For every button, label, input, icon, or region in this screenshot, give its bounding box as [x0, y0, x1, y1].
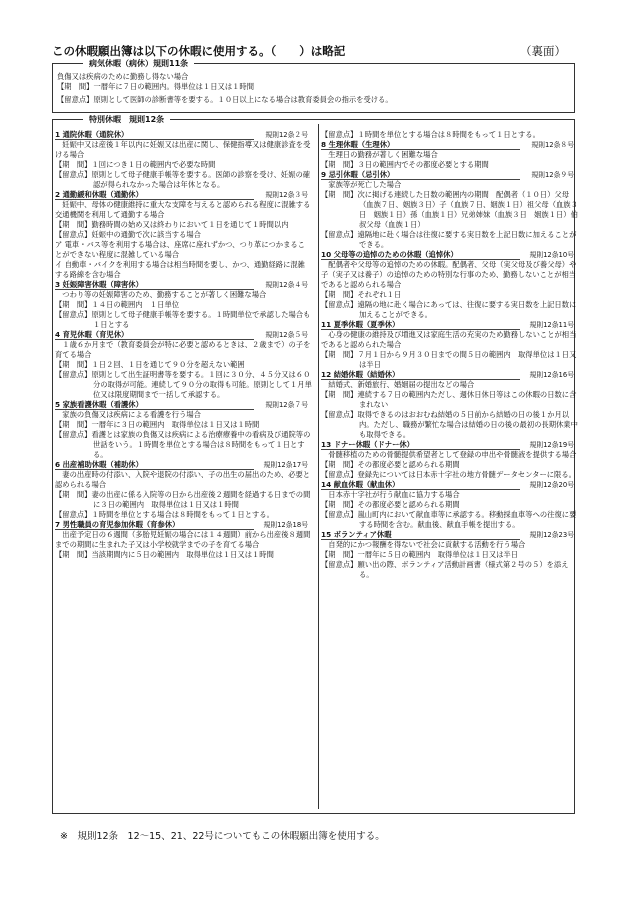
item-rule-reference: 規則12条16号	[529, 371, 574, 379]
special-leave-item-title	[321, 170, 578, 180]
item-title-underline	[55, 289, 254, 290]
special-leave-item	[55, 400, 312, 460]
special-leave-item-title	[321, 250, 578, 260]
special-leave-item-title	[321, 320, 578, 330]
special-leave-item	[321, 170, 578, 250]
item-rule-reference: 規則12条９号	[531, 171, 574, 179]
item-rule-reference: 規則12条11号	[529, 321, 574, 329]
item-title-text: 12 結婚休暇（結婚休）	[321, 370, 400, 379]
item-rule-reference: 規則12条４号	[265, 281, 308, 289]
item-rule-reference: 規則12条８号	[531, 141, 574, 149]
header-side-label: （裏面）	[520, 44, 566, 58]
special-leave-item-title	[321, 480, 578, 490]
item-body-line: 【期 間】その都度必要と認められる期間	[321, 460, 460, 469]
item-body-line: 【留意点】１時間を単位とする場合は８時間をもって１日とする。	[55, 510, 274, 519]
item-body-line: 生理日の勤務が著しく困難な場合	[321, 150, 438, 159]
special-leave-item-title	[55, 460, 312, 470]
special-leave-box	[52, 115, 578, 814]
item-title-text: 10 父母等の追悼のための休暇（追悼休）	[321, 250, 458, 259]
special-leave-right-column	[321, 130, 578, 580]
item-body-line: イ 自動車・バイクを利用する場合は相当時間を要し、かつ、通勤経路に混雑する路線を含む場合	[55, 260, 305, 279]
item-title-text: 4 育児休暇（育児休）	[55, 330, 129, 339]
item-title-underline	[321, 329, 520, 330]
item-title-underline	[321, 489, 520, 490]
item-body-line: 【期 間】１４日の範囲内 １日単位	[55, 300, 180, 309]
item-title-underline	[321, 259, 520, 260]
item-body-line: 【留意点】看護とは家族の負傷又は疾病による治療療養中の看病及び通院等の世話をいう。１時間を単位とする場合は８時間をもって１日とする。	[55, 430, 311, 459]
item-body-line: 【留意点】原則として母子健康手帳等を要する。１時間単位で承認した場合も１日とする	[55, 310, 311, 329]
item-body-line: 【期 間】一暦年に５日の範囲内 取得単位は１日又は半日	[321, 550, 519, 559]
item-body-line: 【留意点】原則として出生証明書等を要する。１回に３０分、４５分又は６０分の取得が可能。連続して９０分の取得も可能。原則として１月単位又は限度期間まで一括して承認する。	[55, 370, 312, 399]
item-rule-reference: 規則12条18号	[263, 521, 308, 529]
item-title-underline	[321, 379, 520, 380]
special-leave-tab: 特別休暇 規則12条	[83, 114, 170, 125]
item-body-line: 【期 間】妻の出産に係る入院等の日から出産後２週間を経過する日までの間に３日の範囲内 取得単位は１日又は１時間	[55, 490, 311, 509]
item-body-line: 結婚式、新婚旅行、婚姻届の提出などの場合	[321, 380, 475, 389]
item-title-text: 14 献血休暇（献血休）	[321, 480, 400, 489]
item-body-line: 【留意点】遠隔の地に赴く場合にあっては、往復に要する実日数を上記日数に加えることができる。	[321, 300, 577, 319]
special-leave-item	[55, 280, 312, 330]
item-rule-reference: 規則12条23号	[529, 531, 574, 539]
item-body-line: 【留意点】嵐山町内において献血車等に承認する。移動採血車等への往復に要する時間を含む。献血後、献血手帳を提出する。	[321, 510, 577, 529]
special-leave-item-title	[55, 520, 312, 530]
item-title-text: 1 通院休暇（通院休）	[55, 130, 129, 139]
item-body-line: 【期 間】次に掲げる連続した日数の範囲内の期間 配偶者（１０日）父母（血族７日、姻族３日）子（血族７日、姻族１日）祖父母（血族３日 姻族１日）孫（血族１日）兄弟姉妹（血族３日 姻族１日）伯叔父母（血族１日）	[321, 190, 578, 229]
special-leave-item	[321, 480, 578, 530]
item-body-line: 【期 間】連続する７日の範囲内ただし、週休日休日等はこの休暇の日数に含まれない	[321, 390, 577, 409]
item-title-underline	[55, 409, 254, 410]
item-body-line: 【期 間】１回につき１日の範囲内で必要な時間	[55, 160, 216, 169]
item-body-line: 【留意点】登録先については日本赤十字社の地方骨髄データセンターに限る。	[321, 470, 576, 479]
item-title-text: 2 通勤緩和休暇（通勤休）	[55, 190, 143, 199]
item-body-line: 【期 間】１日２回、１日を通じて９０分を超えない範囲	[55, 360, 245, 369]
special-leave-item-title	[55, 330, 312, 340]
special-leave-item-title	[321, 370, 578, 380]
special-leave-item-title	[321, 440, 578, 450]
item-rule-reference: 規則12条５号	[265, 331, 308, 339]
special-leave-item-title	[55, 190, 312, 200]
special-leave-item	[321, 320, 578, 370]
special-leave-item	[55, 190, 312, 280]
item-body-line: 【期 間】一暦年に３日の範囲内 取得単位は１日又は１時間	[55, 420, 260, 429]
item-title-underline	[321, 539, 520, 540]
item-body-line: 【留意点】取得できるのはおおむね結婚の５日前から結婚の日の後１か月以内。ただし、職務が繁忙な場合は結婚の日の後の最初の長期休業中も取得できる。	[321, 410, 578, 439]
special-leave-item	[55, 520, 312, 560]
sick-leave-tab: 病気休暇（病休）規則11条	[83, 58, 194, 69]
special-leave-left-column	[55, 130, 312, 560]
special-leave-item	[321, 440, 578, 480]
item-title-text: 3 妊娠障害休暇（障害休）	[55, 280, 143, 289]
item-title-underline	[55, 339, 254, 340]
item-title-underline	[55, 529, 254, 530]
item-body-line: 配偶者や父母等の追悼のための休暇。配偶者、父母（実父母及び養父母）や子（実子又は養子）の追悼のための特別な行事のため、勤務しないことが相当であると認められる場合	[321, 260, 577, 289]
item-body-line: １歳６か月まで（教育委員会が特に必要と認めるときは、２歳まで）の子を育てる場合	[55, 340, 311, 359]
item-body-line: 家族の負傷又は疾病による看護を行う場合	[55, 410, 201, 419]
footnote: ※ 規則12条 12〜15、21、22号についてもこの休暇願出簿を使用する。	[60, 831, 385, 842]
special-leave-item	[55, 130, 312, 190]
item-body-line: 【留意点】１時間を単位とする場合は８時間をもって１日とする。	[321, 130, 540, 139]
special-leave-item	[55, 460, 312, 520]
item-title-text: 6 出産補助休暇（補助休）	[55, 460, 143, 469]
sick-leave-body	[57, 72, 570, 105]
item-title-underline	[321, 149, 520, 150]
item-body-line: 【期 間】その都度必要と認められる期間	[321, 500, 460, 509]
item-title-underline	[321, 179, 520, 180]
item-body-line: 【留意点】妊娠中の通勤で次に該当する場合	[55, 230, 201, 239]
special-leave-item-title	[55, 130, 312, 140]
item-title-underline	[321, 449, 520, 450]
sick-leave-box	[52, 59, 575, 113]
special-leave-item-title	[321, 140, 578, 150]
item-body-line: 【期 間】７月１日から９月３０日までの間５日の範囲内 取得単位は１日又は半日	[321, 350, 577, 369]
special-leave-item-title	[55, 400, 312, 410]
special-leave-item-title	[321, 530, 578, 540]
item-rule-reference: 規則12条２号	[265, 131, 308, 139]
special-leave-item	[321, 370, 578, 440]
item-body-line: 妻の出産時の付添い、入院や退院の付添い、子の出生の届出のため、必要と認められる場合	[55, 470, 311, 489]
item-title-text: 13 ドナー休暇（ドナー休）	[321, 440, 414, 449]
item-body-line: 妊娠中、母体の健康維持に重大な支障を与えると認められる程度に混雑する交通機関を利用して通勤する場合	[55, 200, 311, 219]
item-rule-reference: 規則12条10号	[529, 251, 574, 259]
item-body-line: 【期 間】勤務時間の始め又は終わりにおいて１日を通じて１時間以内	[55, 220, 289, 229]
item-title-text: 15 ボランティア休暇	[321, 530, 392, 539]
special-leave-item	[321, 250, 578, 320]
special-leave-item	[321, 530, 578, 580]
item-rule-reference: 規則12条３号	[265, 191, 308, 199]
item-title-underline	[55, 199, 254, 200]
item-body-line: 出産予定日の６週間（多胎児妊娠の場合には１４週間）前から出産後８週間までの期間に生まれた子又は小学校就学までの子を育てる場合	[55, 530, 311, 549]
special-leave-item	[321, 140, 578, 170]
item-body-line: 【留意点】遠隔地に赴く場合は往復に要する実日数を上記日数に加えることができる。	[321, 230, 577, 249]
item-rule-reference: 規則12条17号	[263, 461, 308, 469]
header-title: この休暇願出簿は以下の休暇に使用する。（ ）は略記	[52, 44, 346, 58]
item-body-line: 骨髄移植のための骨髄提供希望者として登録の申出や骨髄液を提供する場合	[321, 450, 577, 459]
item-rule-reference: 規則12条20号	[529, 481, 574, 489]
item-title-text: 5 家族看護休暇（看護休）	[55, 400, 143, 409]
special-leave-item	[55, 330, 312, 400]
item-body-line: 【期 間】当該期間内に５日の範囲内 取得単位は１日又は１時間	[55, 550, 274, 559]
page-header	[52, 43, 572, 59]
sick-leave-line: 【留意点】原則として医師の診断書等を要する。１０日以上になる場合は教育委員会の指示を受ける。	[57, 95, 393, 104]
item-body-line: 妊娠中又は産後１年以内に妊娠又は出産に関し、保健指導又は健康診査を受ける場合	[55, 140, 311, 159]
item-body-line: つわり等の妊娠障害のため、勤務することが著しく困難な場合	[55, 290, 267, 299]
sick-leave-line: 負傷又は疾病のために勤務し得ない場合	[57, 72, 189, 81]
item-body-line: 家族等が死亡した場合	[321, 180, 402, 189]
item-body-line: 日本赤十字社が行う献血に協力する場合	[321, 490, 460, 499]
item-title-underline	[55, 469, 254, 470]
item-body-line: 【留意点】願い出の際、ボランティア活動計画書（様式第２号の５）を添える。	[321, 560, 569, 579]
special-leave-item-title	[55, 280, 312, 290]
item-body-line: 【期 間】それぞれ１日	[321, 290, 402, 299]
item-body-line: 心身の健康の維持及び増進又は家庭生活の充実のため勤務しないことが相当であると認められた場合	[321, 330, 577, 349]
item-body-line: ア 電車・バス等を利用する場合は、座席に座れずかつ、つり革につかまることができない程度に混雑している場合	[55, 240, 305, 259]
item-title-text: 8 生理休暇（生理休）	[321, 140, 395, 149]
item-body-line: 自発的にかつ報酬を得ないで社会に貢献する活動を行う場合	[321, 540, 526, 549]
item-body-line: 【期 間】３日の範囲内でその都度必要とする期間	[321, 160, 489, 169]
item-body-line: 【留意点】原則として母子健康手帳等を要する。医師の診察を受け、妊娠の確認が得られなかった場合は年休となる。	[55, 170, 311, 189]
item-title-underline	[55, 139, 254, 140]
item-rule-reference: 規則12条19号	[529, 441, 574, 449]
sick-leave-line: 【期 間】一暦年に７日の範囲内。得単位は１日又は１時間	[57, 82, 255, 91]
special-leave-item	[321, 130, 578, 140]
item-title-text: 11 夏季休暇（夏季休）	[321, 320, 400, 329]
item-title-text: 9 忌引休暇（忌引休）	[321, 170, 395, 179]
item-rule-reference: 規則12条７号	[265, 401, 308, 409]
column-divider	[318, 124, 319, 809]
item-title-text: 7 男性職員の育児参加休暇（育参休）	[55, 520, 180, 529]
